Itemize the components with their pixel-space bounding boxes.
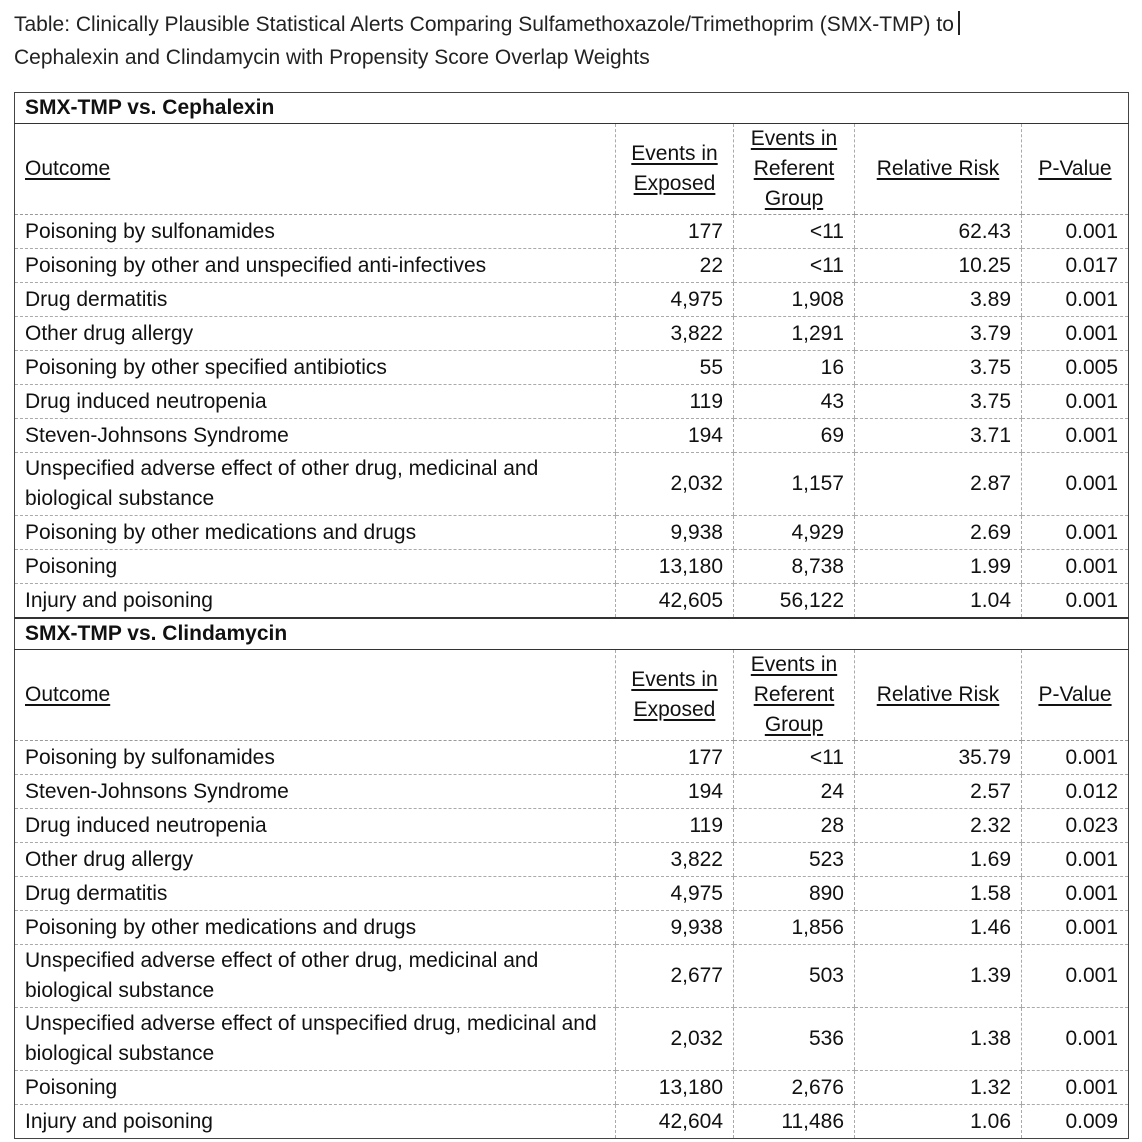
cell-p-value: 0.012 [1022, 775, 1129, 809]
header-outcome-label: Outcome [25, 157, 111, 180]
cell-relative-risk: 2.69 [855, 516, 1022, 550]
cell-outcome: Injury and poisoning [15, 1105, 616, 1139]
cell-outcome: Poisoning by other specified antibiotics [15, 351, 616, 385]
column-header-row [15, 124, 1129, 215]
cell-events-exposed: 42,605 [616, 584, 734, 619]
cell-p-value: 0.001 [1022, 1008, 1129, 1071]
table-row [15, 584, 1129, 619]
header-outcome [15, 650, 616, 741]
table-row [15, 945, 1129, 1008]
cell-events-exposed: 9,938 [616, 516, 734, 550]
table-row [15, 351, 1129, 385]
cell-events-exposed: 2,677 [616, 945, 734, 1008]
cell-relative-risk: 1.99 [855, 550, 1022, 584]
table-row [15, 317, 1129, 351]
header-outcome [15, 124, 616, 215]
header-label: Referent [753, 683, 835, 706]
cell-events-exposed: 13,180 [616, 1071, 734, 1105]
cell-p-value: 0.005 [1022, 351, 1129, 385]
cell-events-exposed: 177 [616, 215, 734, 249]
cell-events-exposed: 4,975 [616, 283, 734, 317]
table-row [15, 1008, 1129, 1071]
cell-outcome: Poisoning by sulfonamides [15, 741, 616, 775]
cell-events-referent: 16 [734, 351, 855, 385]
cell-events-referent: <11 [734, 249, 855, 283]
section-title-row [15, 618, 1129, 650]
cell-relative-risk: 1.06 [855, 1105, 1022, 1139]
cell-relative-risk: 35.79 [855, 741, 1022, 775]
table-row [15, 419, 1129, 453]
table-row [15, 385, 1129, 419]
header-label: P-Value [1038, 683, 1112, 706]
cell-events-referent: 24 [734, 775, 855, 809]
cell-p-value: 0.017 [1022, 249, 1129, 283]
cell-events-exposed: 9,938 [616, 911, 734, 945]
header-label: Relative Risk [876, 157, 1000, 180]
table-row [15, 741, 1129, 775]
header-relative-risk [855, 124, 1022, 215]
cell-events-referent: 11,486 [734, 1105, 855, 1139]
cell-p-value: 0.001 [1022, 453, 1129, 516]
caption-line-1: Table: Clinically Plausible Statistical Alerts Comparing Sulfamethoxazole/Trimethoprim (SMX-TMP) to [14, 8, 1124, 41]
cell-outcome: Poisoning by sulfonamides [15, 215, 616, 249]
table-row [15, 453, 1129, 516]
header-label: Group [764, 713, 824, 736]
cell-p-value: 0.001 [1022, 584, 1129, 619]
header-label: Group [764, 187, 824, 210]
cell-outcome: Unspecified adverse effect of unspecified drug, medicinal and biological substance [15, 1008, 616, 1071]
cell-relative-risk: 10.25 [855, 249, 1022, 283]
cell-events-referent: 503 [734, 945, 855, 1008]
table-row [15, 249, 1129, 283]
section-title: SMX-TMP vs. Clindamycin [15, 618, 1129, 650]
cell-events-exposed: 177 [616, 741, 734, 775]
cell-relative-risk: 62.43 [855, 215, 1022, 249]
column-header-row [15, 650, 1129, 741]
cell-events-exposed: 119 [616, 809, 734, 843]
header-events-exposed [616, 124, 734, 215]
cell-relative-risk: 1.46 [855, 911, 1022, 945]
table-row [15, 775, 1129, 809]
header-label: P-Value [1038, 157, 1112, 180]
cell-outcome: Poisoning by other medications and drugs [15, 911, 616, 945]
cell-events-exposed: 3,822 [616, 317, 734, 351]
cell-events-exposed: 3,822 [616, 843, 734, 877]
header-label: Referent [753, 157, 835, 180]
cell-events-exposed: 2,032 [616, 1008, 734, 1071]
cell-p-value: 0.001 [1022, 877, 1129, 911]
cell-events-referent: 523 [734, 843, 855, 877]
header-events-exposed [616, 650, 734, 741]
cell-events-referent: 890 [734, 877, 855, 911]
cell-outcome: Unspecified adverse effect of other drug, medicinal and biological substance [15, 453, 616, 516]
cell-events-referent: 1,908 [734, 283, 855, 317]
cell-outcome: Poisoning [15, 550, 616, 584]
table-row [15, 911, 1129, 945]
table-row [15, 215, 1129, 249]
cell-relative-risk: 1.69 [855, 843, 1022, 877]
cell-outcome: Poisoning by other medications and drugs [15, 516, 616, 550]
cell-outcome: Steven-Johnsons Syndrome [15, 419, 616, 453]
cell-p-value: 0.001 [1022, 283, 1129, 317]
section-title-row [15, 93, 1129, 124]
table-row [15, 809, 1129, 843]
cell-p-value: 0.001 [1022, 1071, 1129, 1105]
cell-outcome: Unspecified adverse effect of other drug, medicinal and biological substance [15, 945, 616, 1008]
cell-relative-risk: 1.58 [855, 877, 1022, 911]
cell-events-referent: 69 [734, 419, 855, 453]
cell-p-value: 0.001 [1022, 911, 1129, 945]
table-row [15, 877, 1129, 911]
cell-events-referent: 56,122 [734, 584, 855, 619]
cell-outcome: Drug dermatitis [15, 877, 616, 911]
alerts-table [14, 92, 1129, 1139]
cell-events-referent: 28 [734, 809, 855, 843]
cell-relative-risk: 2.87 [855, 453, 1022, 516]
cell-events-exposed: 2,032 [616, 453, 734, 516]
cell-p-value: 0.001 [1022, 419, 1129, 453]
header-label: Events in [631, 668, 718, 691]
header-label: Exposed [633, 698, 716, 721]
cell-p-value: 0.001 [1022, 843, 1129, 877]
cell-outcome: Drug induced neutropenia [15, 385, 616, 419]
cell-events-exposed: 42,604 [616, 1105, 734, 1139]
text-cursor [958, 11, 960, 35]
cell-outcome: Poisoning [15, 1071, 616, 1105]
cell-events-referent: 4,929 [734, 516, 855, 550]
cell-events-referent: 1,291 [734, 317, 855, 351]
cell-events-exposed: 55 [616, 351, 734, 385]
table-row [15, 1071, 1129, 1105]
cell-outcome: Poisoning by other and unspecified anti-infectives [15, 249, 616, 283]
cell-events-referent: 1,856 [734, 911, 855, 945]
table-row [15, 516, 1129, 550]
cell-outcome: Steven-Johnsons Syndrome [15, 775, 616, 809]
cell-p-value: 0.001 [1022, 385, 1129, 419]
cell-relative-risk: 1.04 [855, 584, 1022, 619]
cell-relative-risk: 2.57 [855, 775, 1022, 809]
cell-events-exposed: 194 [616, 775, 734, 809]
header-label: Events in [750, 127, 838, 150]
cell-events-exposed: 194 [616, 419, 734, 453]
section-title: SMX-TMP vs. Cephalexin [25, 96, 275, 119]
cell-outcome: Other drug allergy [15, 317, 616, 351]
cell-p-value: 0.001 [1022, 317, 1129, 351]
caption-line-2: Cephalexin and Clindamycin with Propensity Score Overlap Weights [14, 46, 650, 69]
table-row [15, 1105, 1129, 1139]
header-label: Events in [750, 653, 838, 676]
cell-relative-risk: 3.75 [855, 351, 1022, 385]
header-label: Events in [631, 142, 718, 165]
cell-events-referent: 2,676 [734, 1071, 855, 1105]
cell-relative-risk: 3.89 [855, 283, 1022, 317]
cell-p-value: 0.001 [1022, 945, 1129, 1008]
cell-events-referent: <11 [734, 215, 855, 249]
cell-events-exposed: 22 [616, 249, 734, 283]
table-row [15, 283, 1129, 317]
cell-outcome: Injury and poisoning [15, 584, 616, 619]
header-label: Exposed [633, 172, 716, 195]
cell-events-exposed: 4,975 [616, 877, 734, 911]
table-caption [14, 8, 1124, 74]
cell-outcome: Other drug allergy [15, 843, 616, 877]
cell-events-referent: <11 [734, 741, 855, 775]
header-label: Relative Risk [876, 683, 1000, 706]
cell-outcome: Drug induced neutropenia [15, 809, 616, 843]
cell-events-referent: 536 [734, 1008, 855, 1071]
header-relative-risk [855, 650, 1022, 741]
cell-events-exposed: 13,180 [616, 550, 734, 584]
header-p-value [1022, 650, 1129, 741]
cell-p-value: 0.001 [1022, 516, 1129, 550]
header-events-referent [734, 124, 855, 215]
cell-relative-risk: 3.79 [855, 317, 1022, 351]
table-row [15, 550, 1129, 584]
cell-p-value: 0.009 [1022, 1105, 1129, 1139]
header-outcome-label: Outcome [25, 683, 111, 706]
cell-relative-risk: 1.38 [855, 1008, 1022, 1071]
header-p-value [1022, 124, 1129, 215]
cell-events-referent: 8,738 [734, 550, 855, 584]
cell-relative-risk: 3.71 [855, 419, 1022, 453]
table-row [15, 843, 1129, 877]
cell-p-value: 0.001 [1022, 215, 1129, 249]
cell-events-exposed: 119 [616, 385, 734, 419]
cell-p-value: 0.001 [1022, 550, 1129, 584]
cell-events-referent: 1,157 [734, 453, 855, 516]
cell-relative-risk: 2.32 [855, 809, 1022, 843]
cell-events-referent: 43 [734, 385, 855, 419]
cell-p-value: 0.001 [1022, 741, 1129, 775]
cell-outcome: Drug dermatitis [15, 283, 616, 317]
cell-relative-risk: 1.32 [855, 1071, 1022, 1105]
cell-relative-risk: 1.39 [855, 945, 1022, 1008]
cell-relative-risk: 3.75 [855, 385, 1022, 419]
header-events-referent [734, 650, 855, 741]
cell-p-value: 0.023 [1022, 809, 1129, 843]
